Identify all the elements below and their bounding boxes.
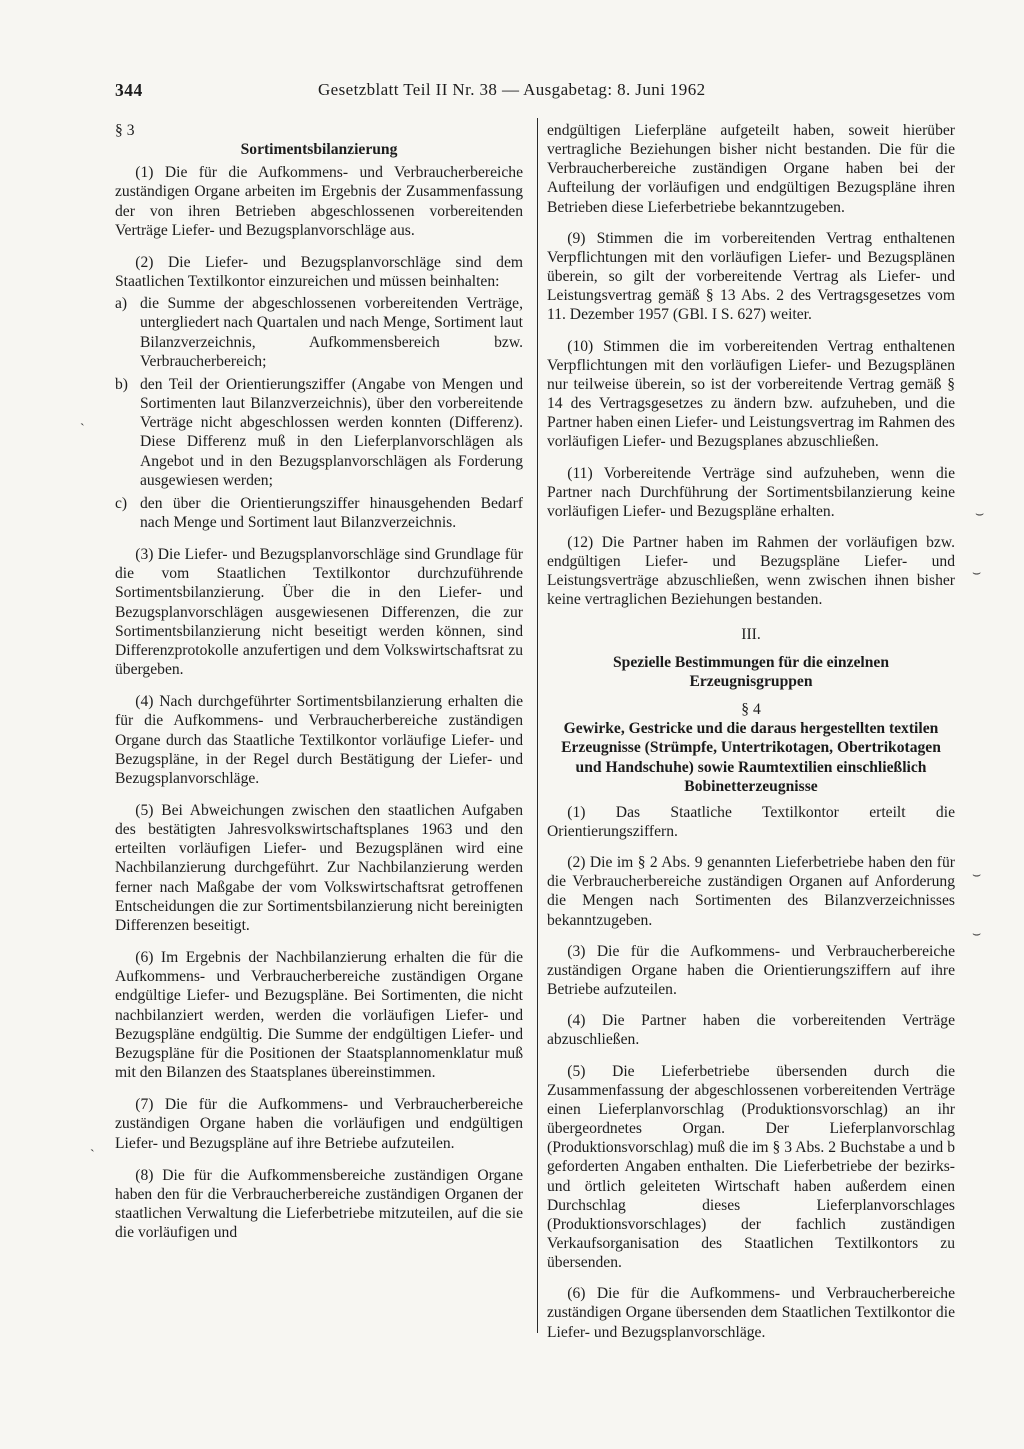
paragraph-3-12: (12) Die Partner haben im Rahmen der vorläufigen bzw. endgültigen Liefer- und Bezugspläne Liefer- und Leistungsverträge abzuschließen, wenn zwischen ihnen bisher keine vertraglichen Beziehungen bestanden. [547, 533, 955, 609]
paragraph-3-1: (1) Die für die Aufkommens- und Verbraucherbereiche zuständigen Organe arbeiten im Ergebnis der Zusammenfassung der von ihren Betrieben abgeschlossenen vorbereitenden Verträge Liefer- und Bezugsplanvorschläge aus. [115, 164, 523, 239]
paragraph-3-7: (7) Die für die Aufkommens- und Verbraucherbereiche zuständigen Organe haben die vorläufigen und endgültigen Liefer- und Bezugspläne auf ihre Betriebe aufzuteilen. [115, 1096, 523, 1152]
page-number: 344 [115, 80, 143, 100]
right-column [547, 121, 955, 1342]
paragraph-3-6: (6) Im Ergebnis der Nachbilanzierung erhalten die für die Aufkommens- und Verbraucherbereiche zuständigen Organe endgültige Liefer- und Bezugspläne. Bei Sortimenten, die nicht nachbilanziert werden, werden die vorläufigen Liefer- und Bezugspläne endgültig. Die Summe der endgültigen Liefer- und Bezugspläne für die Positionen der Staatsplannomenklatur muß mit den Bilanzen des Staatsplanes übereinstimmen. [115, 949, 523, 1082]
paragraph-4-4: (4) Die Partner haben die vorbereitenden Verträge abzuschließen. [547, 1012, 955, 1049]
margin-mark: ⌣ [975, 507, 985, 522]
section-4-title: Gewirke, Gestricke und die daraus hergestellten textilen Erzeugnisse (Strümpfe, Untertrikotagen, Obertrikotagen und Handschuhe) sowie Raumtextilien einschließlich Bobinetterzeugnisse [561, 720, 941, 795]
list-item-text: die Summe der abgeschlossenen vorbereitenden Verträge, untergliedert nach Quartalen und nach Menge, Sortiment laut Bilanzverzeichnis, Aufkommensbereich bzw. Verbraucherbereich; [140, 295, 523, 370]
paragraph-3-11: (11) Vorbereitende Verträge sind aufzuheben, wenn die Partner nach Durchführung der Sortimentsbilanzierung keine vorläufigen Liefer- und Bezugspläne erhalten. [547, 464, 955, 520]
column-divider [537, 118, 538, 1333]
margin-mark: ˋ [80, 422, 85, 437]
list-item-a [115, 294, 523, 371]
list-item-b [115, 375, 523, 490]
list-item-text: den Teil der Orientierungsziffer (Angabe von Mengen und Sortimenten laut Bilanzverzeichnis), über den vorbereitende Verträge nicht abgeschlossen werden konnten (Differenz). Diese Differenz muß in den Lieferplanvorschlägen als Angebot und in den Bezugsplanvorschlägen als Forderung ausgewiesen werden; [140, 375, 523, 489]
paragraph-3-5: (5) Bei Abweichungen zwischen den staatlichen Aufgaben des bestätigten Jahresvolkswirtschaftsplanes 1963 und den erteilten vorläufigen Liefer- und Bezugsplänen wird eine Nachbilanzierung durchgeführt. Zur Nachbilanzierung werden ferner nach Maßgabe der vom Volkswirtschaftsrat getroffenen Entscheidungen die zur Sortimentsbilanzierung nicht bereinigten Differenzen beseitigt. [115, 802, 523, 934]
part-3-title-line-2: Erzeugnisgruppen [689, 672, 813, 690]
part-3-title-line-1: Spezielle Bestimmungen für die einzelnen [612, 653, 890, 671]
paragraph-4-5: (5) Die Lieferbetriebe übersenden durch die Zusammenfassung der abgeschlossenen vorbereitenden Verträge einen Lieferplanvorschlag (Produktionsvorschlag) an ihr übergeordnetes Organ. Der Lieferplanvorschlag (Produktionsvorschlag) muß die im § 3 Abs. 2 Buchstabe a und b geforderten Angaben enthalten. Die Lieferbetriebe der bezirks- und örtlich geleiteten Wirtschaft haben außerdem einen Durchschlag dieses Lieferplanvorschlages (Produktionsvorschlages) der fachlich zuständigen Verkaufsorganisation des Staatlichen Textilkontors zu übersenden. [547, 1062, 955, 1272]
list-item-c [115, 494, 523, 532]
page-header [115, 80, 955, 104]
list-item-text: den über die Orientierungsziffer hinausgehenden Bedarf nach Menge und Sortiment laut Bilanzverzeichnis. [140, 494, 523, 531]
list-item-label: b) [115, 375, 128, 393]
margin-mark: ⌣ [972, 566, 982, 581]
list-item-label: a) [115, 295, 128, 313]
paragraph-4-6: (6) Die für die Aufkommens- und Verbraucherbereiche zuständigen Organe übersenden dem Staatlichen Textilkontor die Liefer- und Bezugsplanvorschläge. [547, 1285, 955, 1341]
paragraph-3-3: (3) Die Liefer- und Bezugsplanvorschläge sind Grundlage für die vom Staatlichen Textilkontor durchzuführende Sortimentsbilanzierung. Über die in den Liefer- und Bezugsplanvorschlägen ausgewiesenen Differenzen, die zur Sortimentsbilanzierung nicht beseitigt werden können, sind Differenzprotokolle anzufertigen und dem Volkswirtschaftsrat zu übergeben. [115, 546, 523, 679]
paragraph-4-2: (2) Die im § 2 Abs. 9 genannten Lieferbetriebe haben den für die Verbraucherbereiche zuständigen Organen auf Anforderung die Mengen nach Sortimenten des Bilanzverzeichnisses bekanntzugeben. [547, 854, 955, 929]
section-4-number: § 4 [741, 701, 761, 719]
paragraph-3-8-continued: endgültigen Lieferpläne aufgeteilt haben, soweit hierüber vertragliche Beziehungen bisher nicht bestanden. Die für die Verbraucherbereiche zuständigen Organe haben bei der Aufteilung der vorläufigen und endgültigen Bezugspläne ihren Betrieben diese Lieferbetriebe bekanntzugeben. [547, 122, 955, 216]
part-3-number: III. [741, 625, 761, 643]
paragraph-4-1: (1) Das Staatliche Textilkontor erteilt die Orientierungsziffern. [547, 803, 955, 840]
margin-mark: ⌣ [972, 868, 982, 883]
list-item-label: c) [115, 494, 128, 512]
paragraph-3-2-intro: (2) Die Liefer- und Bezugsplanvorschläge sind dem Staatlichen Textilkontor einzureichen und müssen beinhalten: [115, 253, 523, 291]
paragraph-3-10: (10) Stimmen die im vorbereitenden Vertrag enthaltenen Verpflichtungen mit den vorläufigen Liefer- und Bezugsplänen nur teilweise überein, so ist der vorbereitende Vertrag gemäß § 14 des Vertragsgesetzes zu ändern bzw. aufzuheben, und die Partner haben einen Liefer- und Leistungsvertrag im Rahmen des vorläufigen Liefer- und Bezugsplanes abzuschließen. [547, 337, 955, 451]
paragraph-4-3: (3) Die für die Aufkommens- und Verbraucherbereiche zuständigen Organe haben die Orientierungsziffern auf ihre Betriebe aufzuteilen. [547, 942, 955, 999]
margin-mark: ⌣ [972, 927, 982, 942]
paragraph-3-8: (8) Die für die Aufkommensbereiche zuständigen Organe haben den für die Verbraucherbereiche zuständigen Organen der staatlichen Verwaltung die Lieferbetriebe mitzuteilen, auf die sie die vorläufigen und [115, 1166, 523, 1242]
section-3-title: Sortimentsbilanzierung [240, 141, 398, 159]
paragraph-3-4: (4) Nach durchgeführter Sortimentsbilanzierung erhalten die für die Aufkommens- und Verbraucherbereiche zuständigen Organe durch das Staatliche Textilkontor vorläufige Liefer- und Bezugspläne, in der Regel durch Bestätigung der Liefer- und Bezugsplanvorschläge. [115, 693, 523, 787]
paragraph-3-9: (9) Stimmen die im vorbereitenden Vertrag enthaltenen Verpflichtungen mit den vorläufigen Liefer- und Bezugsplänen überein, so gilt der vorbereitende Vertrag als Liefer- und Leistungsvertrag gemäß § 13 Abs. 2 des Vertragsgesetzes vom 11. Dezember 1957 (GBl. I S. 627) weiter. [547, 229, 955, 324]
margin-mark: ˋ [90, 1148, 95, 1163]
running-title: Gesetzblatt Teil II Nr. 38 — Ausgabetag: 8. Juni 1962 [318, 80, 706, 99]
left-column [115, 121, 523, 1242]
section-3-number: § 3 [115, 122, 135, 139]
